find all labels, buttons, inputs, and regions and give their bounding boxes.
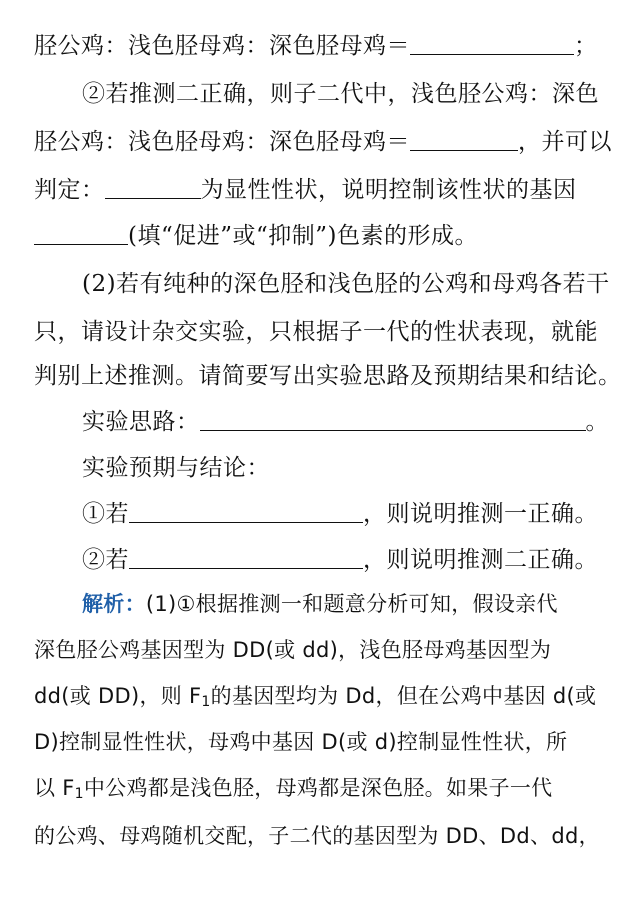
question-line-11: ①若 ，则说明推测一正确。 [82,501,598,527]
answer-blank [129,546,363,569]
question-line-5: (填“促进”或“抑制”)色素的形成。 [34,222,620,250]
analysis-line-4: D)控制显性性状，母鸡中基因 D(或 d)控制显性性状，所 [34,730,568,754]
question-line-2: ②若推测二正确，则子二代中，浅色胫公鸡：深色 [82,81,599,107]
analysis-line-5: 以 $F_1$中公鸡都是浅色胫，母鸡都是深色胫。如果子一代 [34,776,553,802]
question-line-6: (2)若有纯种的深色胫和浅色胫的公鸡和母鸡各若干 [82,271,610,297]
answer-blank [200,408,586,431]
analysis-line-1: 解析：(1)①根据推测一和题意分析可知，假设亲代 [82,592,558,616]
question-line-1: 胫公鸡：浅色胫母鸡：深色胫母鸡＝ ； [34,33,598,59]
answer-blank [105,176,201,199]
answer-blank [129,500,363,523]
question-line-9: 实验思路： 。 [82,409,609,435]
analysis-label: 解析： [82,592,146,616]
question-line-12: ②若 ，则说明推测二正确。 [82,547,598,573]
analysis-line-3: dd(或 DD)，则 $F_1$的基因型均为 Dd，但在公鸡中基因 d(或 [34,684,597,710]
answer-blank [410,128,518,151]
question-line-10: 实验预期与结论： [82,455,270,481]
analysis-line-2: 深色胫公鸡基因型为 DD(或 dd)，浅色胫母鸡基因型为 [34,638,552,662]
answer-blank [34,222,128,245]
answer-blank [410,32,574,55]
question-line-7: 只，请设计杂交实验，只根据子一代的性状表现，就能 [34,319,598,345]
question-line-8: 判别上述推测。请简要写出实验思路及预期结果和结论。 [34,363,622,389]
question-line-3: 胫公鸡：浅色胫母鸡：深色胫母鸡＝ ，并可以 [34,129,612,155]
analysis-line-6: 的公鸡、母鸡随机交配，子二代的基因型为 DD、Dd、dd， [34,824,600,848]
question-line-4: 判定： 为显性性状，说明控制该性状的基因 [34,177,577,203]
